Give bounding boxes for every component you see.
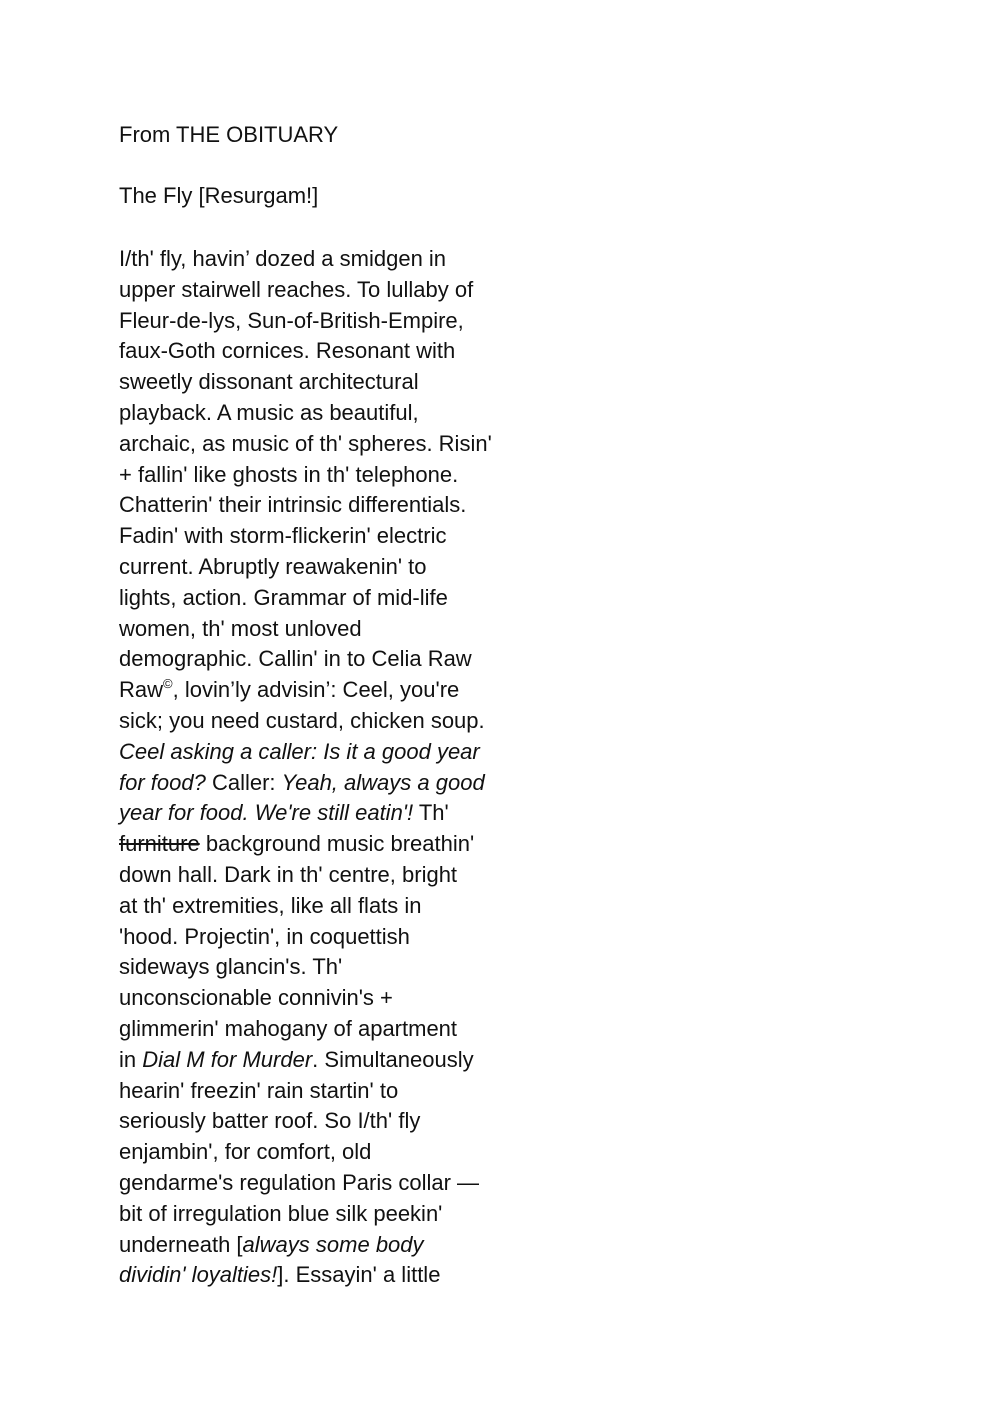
text-segment: sick; you need custard, chicken soup. — [119, 707, 485, 733]
text-segment: + fallin' like ghosts in th' telephone. — [119, 461, 459, 487]
text-segment: unconscionable connivin's + — [119, 985, 393, 1011]
text-segment: archaic, as music of th' spheres. Risin' — [119, 430, 492, 456]
text-line — [119, 614, 539, 645]
text-segment: Dial M for Murder — [142, 1046, 313, 1072]
text-line — [119, 737, 539, 768]
text-segment: Caller: — [205, 769, 282, 795]
text-line — [119, 829, 539, 860]
text-line — [119, 860, 539, 891]
text-segment: upper stairwell reaches. To lullaby of — [119, 276, 474, 302]
text-segment: Ceel asking a caller: Is it a good year — [119, 738, 480, 764]
body-text — [119, 244, 539, 1291]
text-segment: ]. Essayin' a little — [277, 1262, 441, 1288]
text-segment: Yeah, always a good — [281, 769, 485, 795]
text-line — [119, 521, 539, 552]
copyright-mark: © — [163, 676, 173, 692]
text-line — [119, 1137, 539, 1168]
text-line — [119, 768, 539, 799]
text-line — [119, 952, 539, 983]
text-line — [119, 675, 539, 706]
text-line — [119, 1230, 539, 1261]
text-segment: women, th' most unloved — [119, 615, 362, 641]
text-segment: . Simultaneously — [312, 1046, 474, 1072]
text-segment: at th' extremities, like all flats in — [119, 892, 422, 918]
text-line — [119, 244, 539, 275]
text-line — [119, 1260, 539, 1291]
text-segment: always some body — [242, 1231, 424, 1257]
text-segment: lights, action. Grammar of mid-life — [119, 584, 448, 610]
text-line — [119, 922, 539, 953]
text-segment: , lovin’ly advisin’: Ceel, you're — [172, 677, 460, 703]
text-line — [119, 275, 539, 306]
text-line — [119, 1168, 539, 1199]
text-segment: background music breathin' — [199, 831, 475, 857]
text-line — [119, 1076, 539, 1107]
text-segment: year for food. We're still eatin'! — [119, 800, 414, 826]
text-line — [119, 306, 539, 337]
text-segment: sweetly dissonant architectural — [119, 369, 419, 395]
text-line — [119, 706, 539, 737]
text-segment: Chatterin' their intrinsic differentials. — [119, 492, 467, 518]
text-line — [119, 490, 539, 521]
text-segment: sideways glancin's. Th' — [119, 954, 343, 980]
text-segment: Raw — [119, 677, 164, 703]
text-line — [119, 644, 539, 675]
text-line — [119, 983, 539, 1014]
text-line — [119, 798, 539, 829]
text-segment: glimmerin' mahogany of apartment — [119, 1015, 458, 1041]
text-line — [119, 367, 539, 398]
text-segment: Fleur-de-lys, Sun-of-British-Empire, — [119, 307, 464, 333]
text-line — [119, 552, 539, 583]
text-segment: in — [119, 1046, 143, 1072]
text-segment: enjambin', for comfort, old — [119, 1139, 372, 1165]
text-segment: faux-Goth cornices. Resonant with — [119, 338, 456, 364]
text-segment: Th' — [413, 800, 449, 826]
text-line — [119, 1199, 539, 1230]
text-line — [119, 336, 539, 367]
text-line — [119, 398, 539, 429]
text-segment: playback. A music as beautiful, — [119, 399, 419, 425]
poem-title: The Fly [Resurgam!] — [119, 183, 319, 208]
text-segment: furniture — [119, 831, 200, 857]
text-line — [119, 1014, 539, 1045]
text-segment: underneath [ — [119, 1231, 243, 1257]
text-segment: dividin' loyalties! — [119, 1262, 278, 1288]
text-line — [119, 1106, 539, 1137]
text-line — [119, 1045, 539, 1076]
text-segment: demographic. Callin' in to Celia Raw — [119, 646, 472, 672]
text-segment: gendarme's regulation Paris collar — — [119, 1169, 480, 1195]
text-segment: for food? — [119, 769, 206, 795]
text-segment: current. Abruptly reawakenin' to — [119, 553, 427, 579]
text-segment: bit of irregulation blue silk peekin' — [119, 1200, 443, 1226]
text-segment: I/th' fly, havin’ dozed a smidgen in — [119, 246, 447, 271]
text-line — [119, 891, 539, 922]
text-segment: Fadin' with storm-flickerin' electric — [119, 523, 447, 549]
text-line — [119, 460, 539, 491]
document-heading: From THE OBITUARY — [119, 122, 339, 147]
text-line — [119, 429, 539, 460]
text-segment: down hall. Dark in th' centre, bright — [119, 861, 458, 887]
text-segment: hearin' freezin' rain startin' to — [119, 1077, 399, 1103]
text-line — [119, 583, 539, 614]
text-segment: 'hood. Projectin', in coquettish — [119, 923, 410, 949]
text-segment: seriously batter roof. So I/th' fly — [119, 1108, 421, 1134]
